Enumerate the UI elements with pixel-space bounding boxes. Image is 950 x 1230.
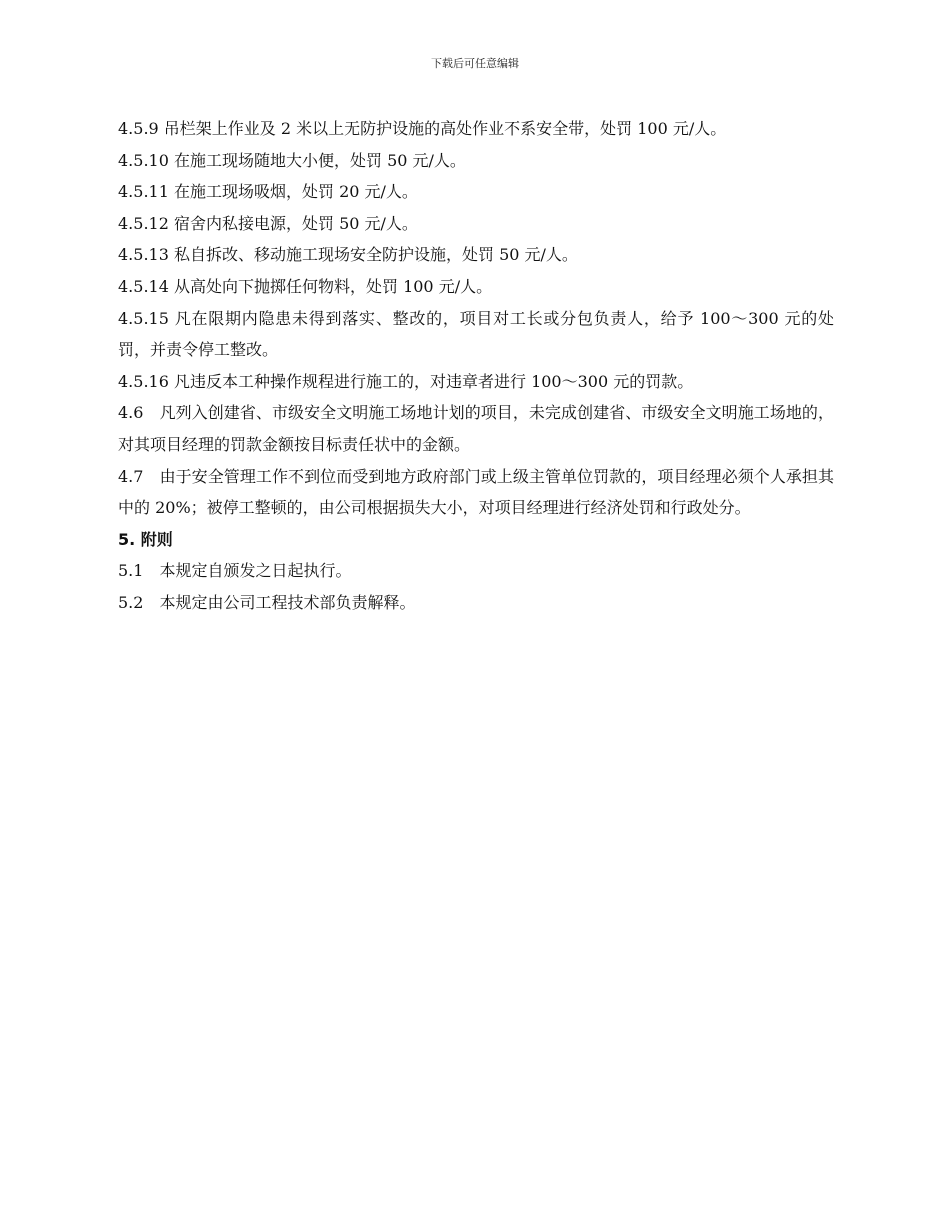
clause-4-5-13: 4.5.13 私自拆改、移动施工现场安全防护设施，处罚 50 元/人。 xyxy=(118,245,578,265)
clause-4-5-16: 4.5.16 凡违反本工种操作规程进行施工的，对违章者进行 100～300 元的罚款。 xyxy=(118,371,694,391)
clause-4-5-15: 4.5.15 凡在限期内隐患未得到落实、整改的，项目对工长或分包负责人，给予 100～300 元的处罚，并责令停工整改。 xyxy=(118,308,834,360)
page-header: 下载后可任意编辑 xyxy=(431,57,519,70)
clause-5-1: 5.1 本规定自颁发之日起执行。 xyxy=(118,561,352,581)
clause-5-2: 5.2 本规定由公司工程技术部负责解释。 xyxy=(118,592,416,612)
clause-4-5-14: 4.5.14 从高处向下抛掷任何物料，处罚 100 元/人。 xyxy=(118,276,493,296)
clause-4-6: 4.6 凡列入创建省、市级安全文明施工场地计划的项目，未完成创建省、市级安全文明施工场地的，对其项目经理的罚款金额按目标责任状中的金额。 xyxy=(118,403,834,454)
document-body xyxy=(118,113,834,619)
clause-4-5-12: 4.5.12 宿舍内私接电源，处罚 50 元/人。 xyxy=(118,213,418,233)
section-5-heading: 5. 附则 xyxy=(118,529,173,549)
clause-4-5-10: 4.5.10 在施工现场随地大小便，处罚 50 元/人。 xyxy=(118,150,466,170)
clause-4-7: 4.7 由于安全管理工作不到位而受到地方政府部门或上级主管单位罚款的，项目经理必须个人承担其中的 20%；被停工整顿的，由公司根据损失大小，对项目经理进行经济处罚和行政处分。 xyxy=(118,466,834,518)
clause-4-5-9: 4.5.9 吊栏架上作业及 2 米以上无防护设施的高处作业不系安全带，处罚 100 元/人。 xyxy=(118,119,727,138)
clause-4-5-11: 4.5.11 在施工现场吸烟，处罚 20 元/人。 xyxy=(118,182,418,202)
